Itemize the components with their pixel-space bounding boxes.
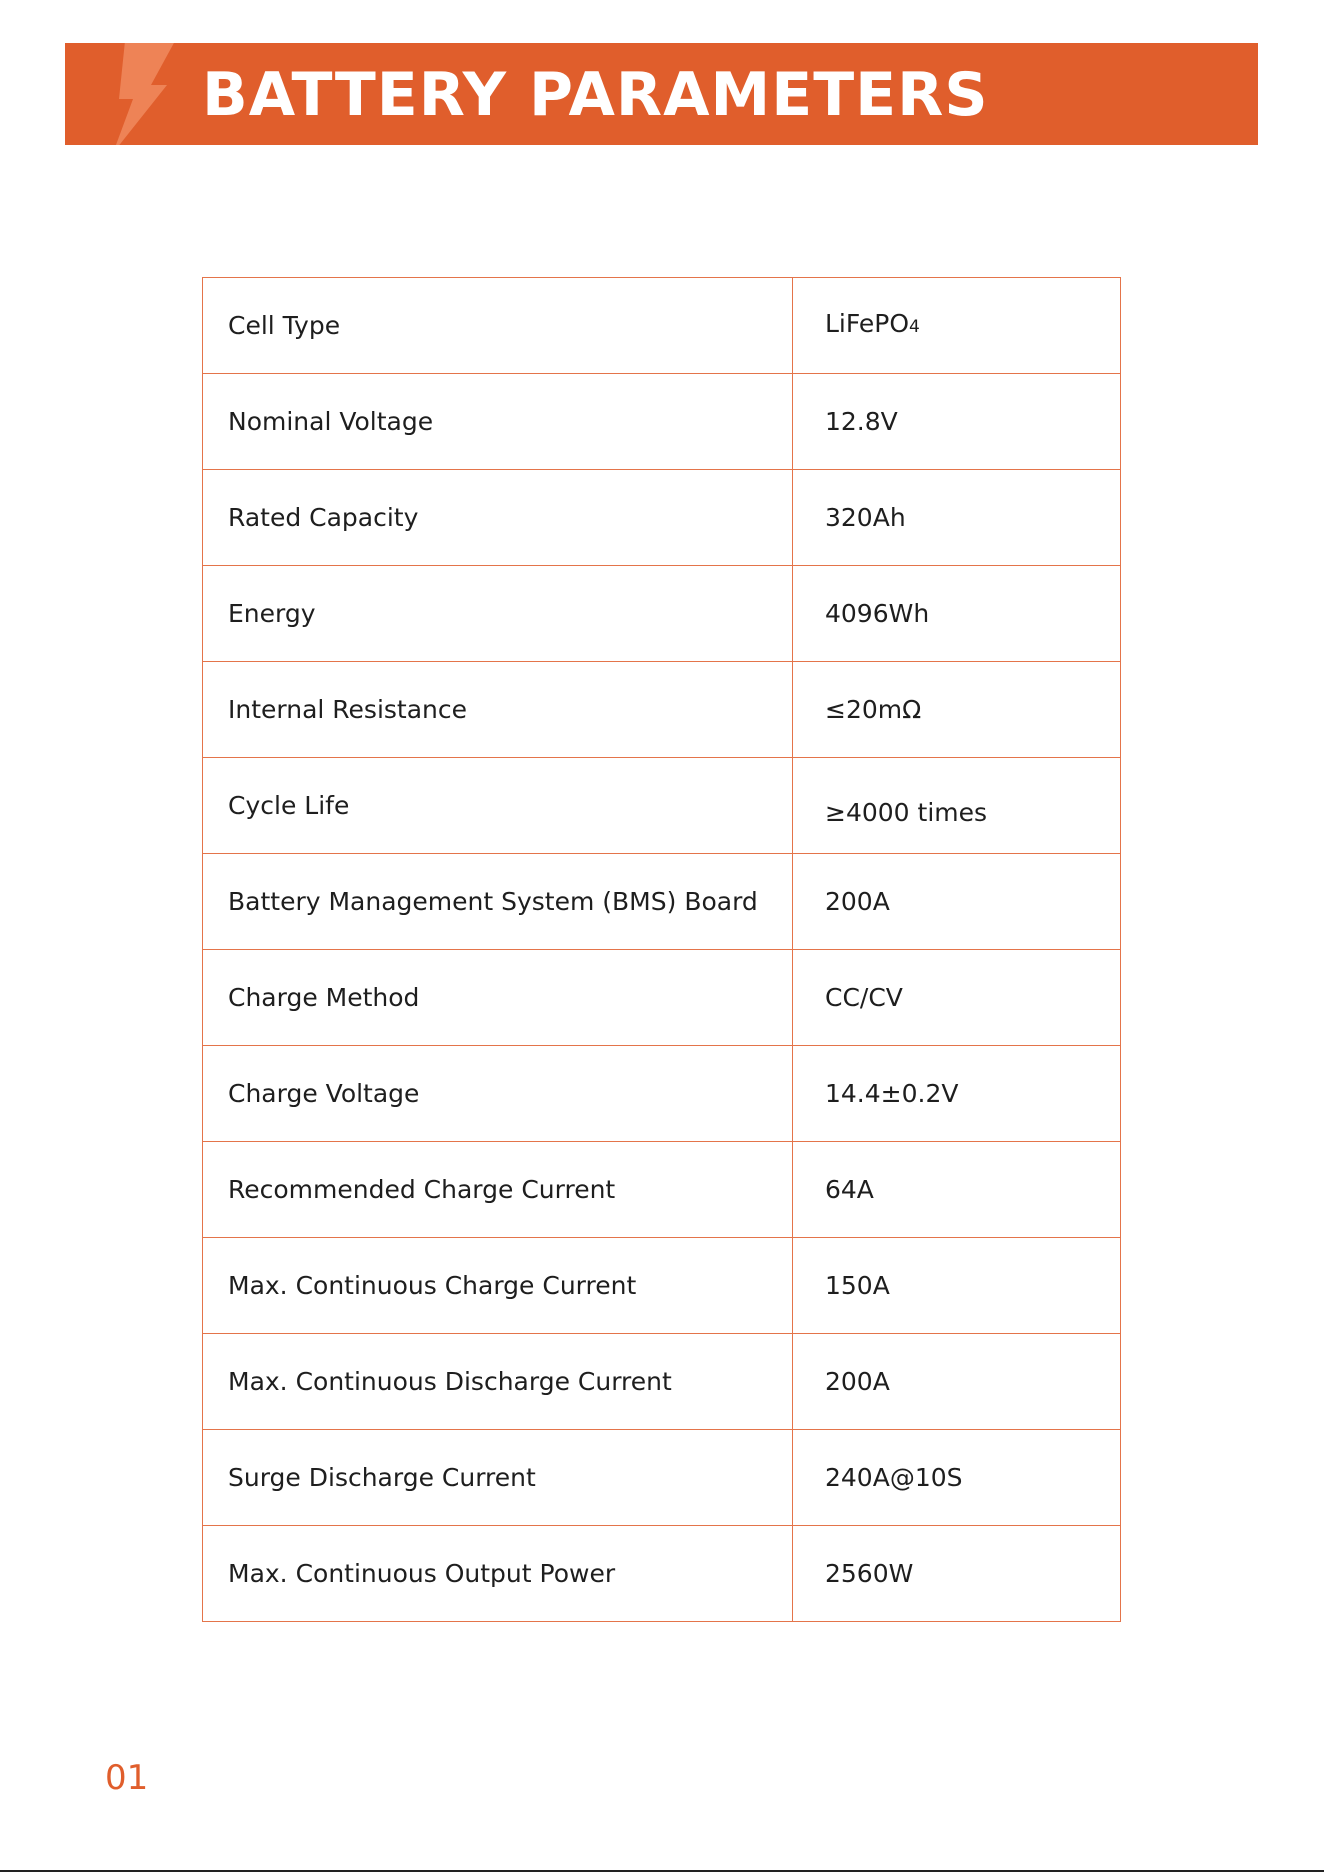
table-row bbox=[203, 1430, 1121, 1526]
param-label: Max. Continuous Discharge Current bbox=[203, 1334, 793, 1430]
table-row bbox=[203, 1334, 1121, 1430]
param-value: ≤20mΩ bbox=[793, 662, 1121, 758]
table-row bbox=[203, 278, 1121, 374]
table-row bbox=[203, 1526, 1121, 1622]
param-label: Battery Management System (BMS) Board bbox=[203, 854, 793, 950]
param-value: 150A bbox=[793, 1238, 1121, 1334]
table-row bbox=[203, 1238, 1121, 1334]
param-value: CC/CV bbox=[793, 950, 1121, 1046]
battery-parameters-table bbox=[202, 277, 1121, 1622]
param-label: Surge Discharge Current bbox=[203, 1430, 793, 1526]
param-label: Internal Resistance bbox=[203, 662, 793, 758]
header-banner bbox=[65, 43, 1258, 145]
param-label: Charge Voltage bbox=[203, 1046, 793, 1142]
table-row bbox=[203, 662, 1121, 758]
param-label: Energy bbox=[203, 566, 793, 662]
param-value: LiFePO4 bbox=[793, 278, 1121, 374]
param-value: 200A bbox=[793, 854, 1121, 950]
param-label: Max. Continuous Output Power bbox=[203, 1526, 793, 1622]
param-value: 64A bbox=[793, 1142, 1121, 1238]
param-label: Rated Capacity bbox=[203, 470, 793, 566]
param-value: 2560W bbox=[793, 1526, 1121, 1622]
table-row bbox=[203, 1046, 1121, 1142]
param-value: 240A@10S bbox=[793, 1430, 1121, 1526]
table-row bbox=[203, 470, 1121, 566]
param-label: Cell Type bbox=[203, 278, 793, 374]
lightning-bolt-icon bbox=[105, 43, 177, 145]
param-label: Nominal Voltage bbox=[203, 374, 793, 470]
param-value-text: ≥4000 times bbox=[825, 797, 988, 827]
table-row bbox=[203, 374, 1121, 470]
table-row bbox=[203, 854, 1121, 950]
param-label: Cycle Life bbox=[203, 758, 793, 854]
param-label: Charge Method bbox=[203, 950, 793, 1046]
param-value: 14.4±0.2V bbox=[793, 1046, 1121, 1142]
page-number: 01 bbox=[105, 1758, 149, 1798]
page-title: BATTERY PARAMETERS bbox=[202, 60, 989, 130]
table-row bbox=[203, 566, 1121, 662]
table-row bbox=[203, 950, 1121, 1046]
param-value: 12.8V bbox=[793, 374, 1121, 470]
table-row bbox=[203, 758, 1121, 854]
param-label: Max. Continuous Charge Current bbox=[203, 1238, 793, 1334]
param-label: Recommended Charge Current bbox=[203, 1142, 793, 1238]
param-value bbox=[793, 758, 1121, 854]
param-value: 200A bbox=[793, 1334, 1121, 1430]
param-value: 4096Wh bbox=[793, 566, 1121, 662]
param-value: 320Ah bbox=[793, 470, 1121, 566]
table-row bbox=[203, 1142, 1121, 1238]
